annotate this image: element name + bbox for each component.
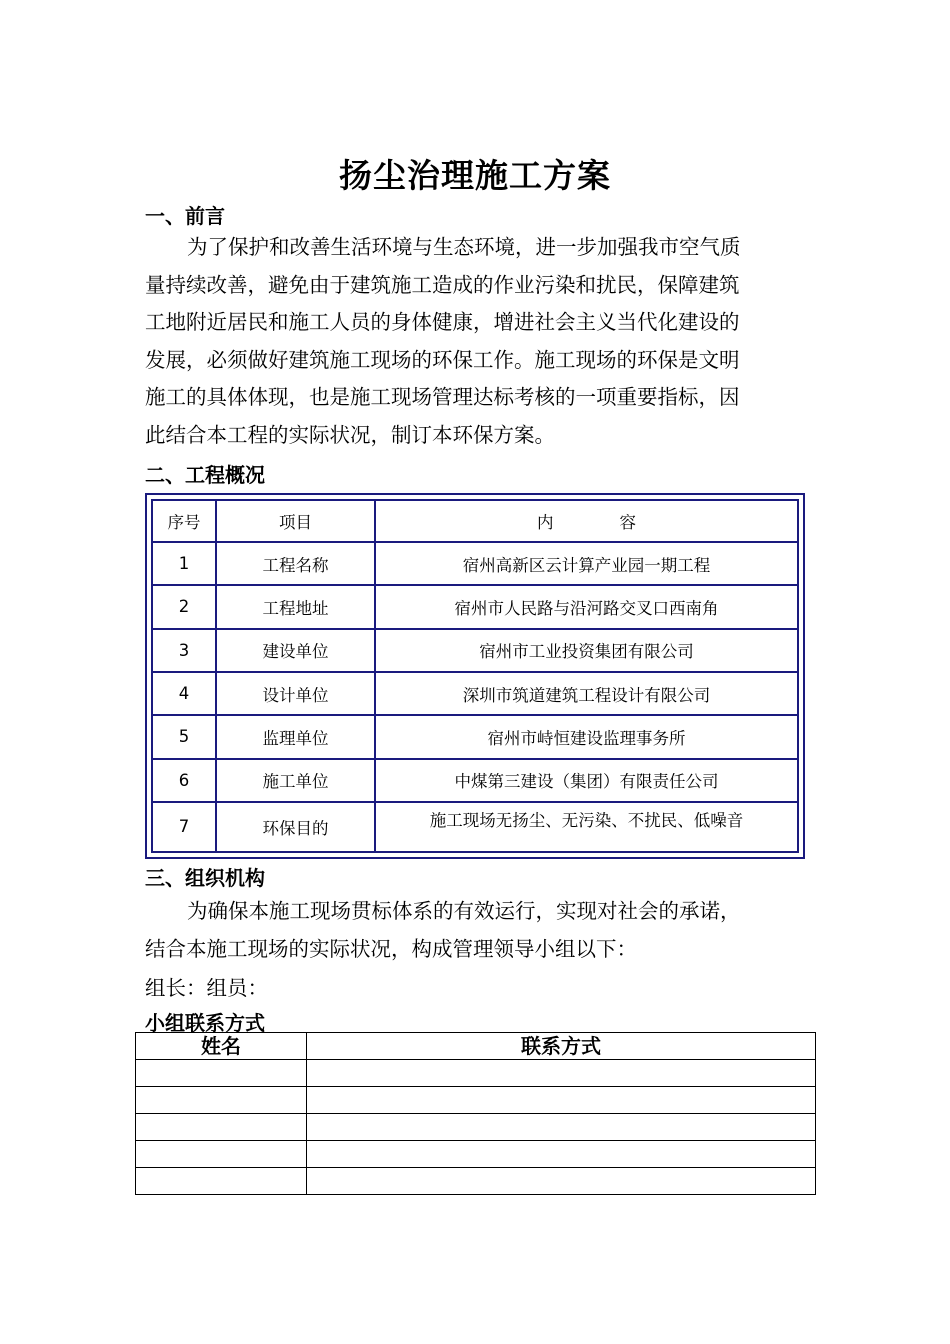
row-number: 3 xyxy=(152,629,216,672)
table-header-row xyxy=(136,1033,816,1060)
name-cell xyxy=(136,1141,307,1168)
name-cell xyxy=(136,1087,307,1114)
contact-cell xyxy=(307,1141,816,1168)
header-cell: 项目 xyxy=(216,500,375,542)
row-item: 工程地址 xyxy=(216,585,375,628)
intro-paragraph xyxy=(145,229,805,454)
row-number: 6 xyxy=(152,759,216,802)
header-cell: 序号 xyxy=(152,500,216,542)
row-number: 2 xyxy=(152,585,216,628)
row-content: 宿州市峙恒建设监理事务所 xyxy=(375,715,798,758)
row-number: 1 xyxy=(152,542,216,585)
organization-line: 结合本施工现场的实际状况，构成管理领导小组以下： xyxy=(145,936,637,961)
contact-cell xyxy=(307,1060,816,1087)
row-number: 4 xyxy=(152,672,216,715)
contact-cell xyxy=(307,1168,816,1195)
organization-paragraph xyxy=(145,893,805,968)
header-cell: 内 容 xyxy=(375,500,798,542)
header-cell: 联系方式 xyxy=(307,1033,816,1060)
document-title: 扬尘治理施工方案 xyxy=(339,156,611,195)
intro-line: 为了保护和改善生活环境与生态环境，进一步加强我市空气质 xyxy=(187,235,741,259)
row-number: 5 xyxy=(152,715,216,758)
name-cell xyxy=(136,1168,307,1195)
table-row xyxy=(136,1060,816,1087)
intro-line: 发展，必须做好建筑施工现场的环保工作。施工现场的环保是文明 xyxy=(145,347,740,372)
members-line: 组长：组员： xyxy=(145,976,268,1000)
table-row xyxy=(136,1168,816,1195)
section-heading-intro: 一、前言 xyxy=(145,204,225,228)
intro-line: 此结合本工程的实际状况，制订本环保方案。 xyxy=(145,422,555,447)
row-content: 施工现场无扬尘、无污染、不扰民、低噪音 xyxy=(375,802,798,852)
section-heading-organization: 三、组织机构 xyxy=(145,866,265,890)
row-number: 7 xyxy=(152,802,216,852)
row-content: 宿州市人民路与沿河路交叉口西南角 xyxy=(375,585,798,628)
contact-cell xyxy=(307,1087,816,1114)
row-item: 监理单位 xyxy=(216,715,375,758)
row-item: 设计单位 xyxy=(216,672,375,715)
table-row xyxy=(152,759,798,802)
row-content: 宿州高新区云计算产业园一期工程 xyxy=(375,542,798,585)
project-overview-table xyxy=(151,499,799,853)
table-row xyxy=(152,585,798,628)
contact-table-title: 小组联系方式 xyxy=(145,1011,265,1035)
table-row xyxy=(152,672,798,715)
intro-line: 施工的具体体现，也是施工现场管理达标考核的一项重要指标，因 xyxy=(145,385,740,409)
section-heading-overview: 二、工程概况 xyxy=(145,463,265,487)
intro-line: 量持续改善，避免由于建筑施工造成的作业污染和扰民，保障建筑 xyxy=(145,272,740,297)
table-row xyxy=(136,1087,816,1114)
contact-table xyxy=(135,1032,816,1195)
row-content: 深圳市筑道建筑工程设计有限公司 xyxy=(375,672,798,715)
table-row xyxy=(152,542,798,585)
table-row xyxy=(136,1114,816,1141)
table-header-row xyxy=(152,500,798,542)
row-item: 施工单位 xyxy=(216,759,375,802)
name-cell xyxy=(136,1060,307,1087)
table-row xyxy=(136,1141,816,1168)
table-row xyxy=(152,802,798,852)
project-overview-table-frame xyxy=(145,493,805,859)
row-item: 工程名称 xyxy=(216,542,375,585)
row-item: 环保目的 xyxy=(216,802,375,852)
row-item: 建设单位 xyxy=(216,629,375,672)
intro-line: 工地附近居民和施工人员的身体健康，增进社会主义当代化建设的 xyxy=(145,310,740,334)
organization-line: 为确保本施工现场贯标体系的有效运行，实现对社会的承诺， xyxy=(187,899,741,923)
row-content: 宿州市工业投资集团有限公司 xyxy=(375,629,798,672)
table-row xyxy=(152,715,798,758)
contact-cell xyxy=(307,1114,816,1141)
row-content: 中煤第三建设（集团）有限责任公司 xyxy=(375,759,798,802)
table-row xyxy=(152,629,798,672)
header-cell: 姓名 xyxy=(136,1033,307,1060)
name-cell xyxy=(136,1114,307,1141)
